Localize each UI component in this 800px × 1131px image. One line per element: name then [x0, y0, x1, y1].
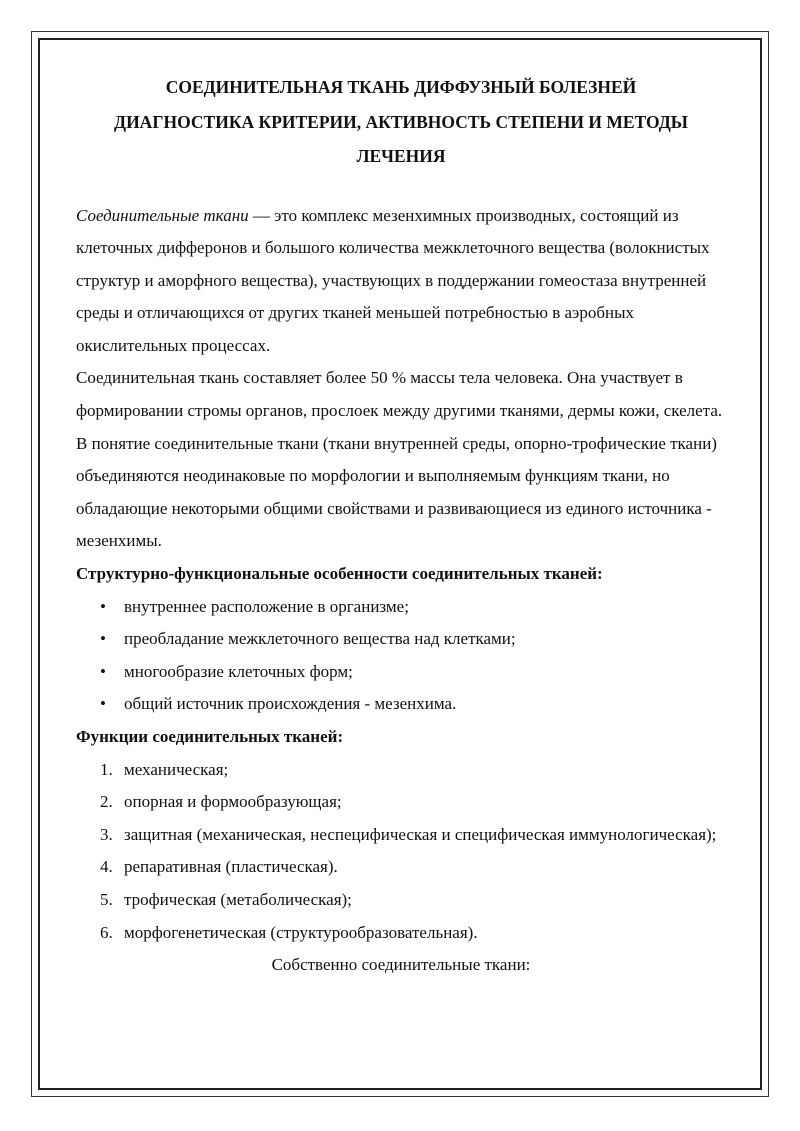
functions-item-text: защитная (механическая, неспецифическая и специфическая иммунологическая); [124, 824, 717, 844]
functions-item [76, 884, 726, 917]
intro-term: Соединительные ткани [76, 205, 249, 225]
functions-item-number: 2. [100, 792, 113, 812]
features-heading: Структурно-функциональные особенности соединительных тканей: [76, 564, 603, 584]
document-body [76, 70, 726, 982]
functions-item-text: опорная и формообразующая; [124, 792, 342, 812]
document-title [76, 70, 726, 174]
features-item [76, 688, 726, 721]
features-item-text: внутреннее расположение в организме; [124, 596, 409, 616]
functions-item-number: 1. [100, 759, 113, 779]
features-item [76, 591, 726, 624]
features-list [76, 591, 726, 721]
functions-item [76, 754, 726, 787]
functions-item [76, 786, 726, 819]
bullet-icon: • [100, 629, 106, 649]
functions-item [76, 819, 726, 852]
functions-item-number: 4. [100, 857, 113, 877]
intro-definition: — это комплекс мезенхимных производных, состоящий из клеточных дифферонов и большого количества межклеточного вещества (волокнистых структур и аморфного вещества), участвующих в поддержании гомеостаза внутренней среды и отличающихся от других тканей меньшей потребностью в аэробных окислительных процессах. [76, 205, 710, 355]
features-item [76, 623, 726, 656]
functions-item-text: трофическая (метаболическая); [124, 889, 352, 909]
intro-paragraph [76, 200, 726, 363]
bullet-icon: • [100, 596, 106, 616]
functions-item [76, 917, 726, 950]
functions-heading: Функции соединительных тканей: [76, 727, 344, 746]
closing-line: Собственно соединительные ткани: [271, 955, 531, 975]
paragraph-body-share: Соединительная ткань составляет более 50 % массы тела человека. Она участвует в формировании стромы органов, прослоек между другими тканями, дермы кожи, скелета. [76, 368, 723, 421]
bullet-icon: • [100, 694, 106, 714]
title-line-2: ДИАГНОСТИКА КРИТЕРИИ, АКТИВНОСТЬ СТЕПЕНИ И МЕТОДЫ [114, 111, 688, 132]
functions-item-number: 3. [100, 824, 113, 844]
features-item-text: общий источник происхождения - мезенхима. [124, 694, 457, 714]
bullet-icon: • [100, 661, 106, 681]
functions-item [76, 851, 726, 884]
functions-item-text: морфогенетическая (структурообразовательная). [124, 922, 478, 942]
functions-item-number: 5. [100, 889, 113, 909]
title-line-3: ЛЕЧЕНИЯ [356, 146, 446, 166]
features-item-text: преобладание межклеточного вещества над клетками; [124, 629, 516, 649]
features-item [76, 656, 726, 689]
functions-item-text: механическая; [124, 759, 229, 779]
functions-list [76, 754, 726, 950]
paragraph-concept: В понятие соединительные ткани (ткани внутренней среды, опорно-трофические ткани) объединяются неодинаковые по морфологии и выполняемым функциям ткани, но обладающие некоторыми общими свойствами и развивающиеся из единого источника - мезенхимы. [76, 433, 717, 551]
functions-item-text: репаративная (пластическая). [124, 857, 338, 877]
functions-item-number: 6. [100, 922, 113, 942]
features-item-text: многообразие клеточных форм; [124, 661, 353, 681]
title-line-1: СОЕДИНИТЕЛЬНАЯ ТКАНЬ ДИФФУЗНЫЙ БОЛЕЗНЕЙ [165, 77, 637, 97]
